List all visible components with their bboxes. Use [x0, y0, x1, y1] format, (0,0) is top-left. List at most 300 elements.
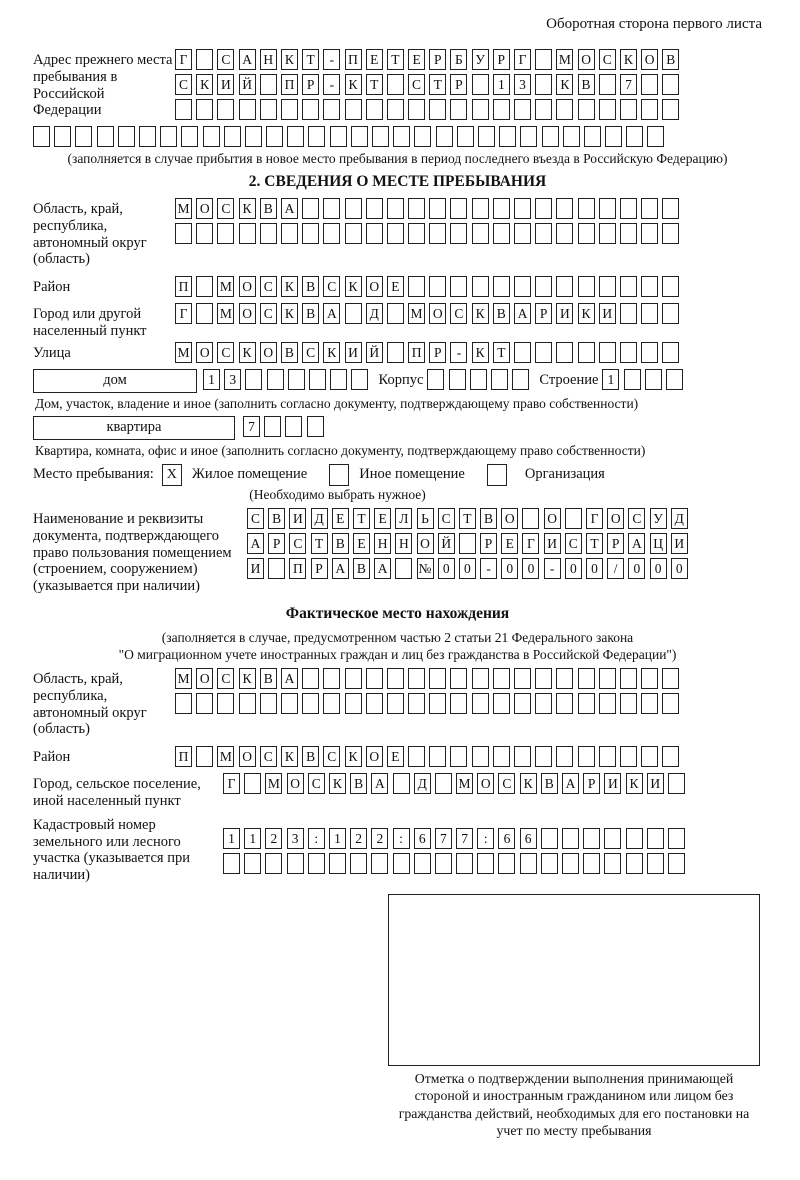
- form-cell[interactable]: [535, 276, 552, 297]
- form-cell[interactable]: О: [417, 533, 434, 554]
- form-cell[interactable]: [599, 746, 616, 767]
- form-cell[interactable]: [578, 223, 595, 244]
- form-cell[interactable]: А: [332, 558, 349, 579]
- form-cell[interactable]: 0: [628, 558, 645, 579]
- form-cell[interactable]: К: [620, 49, 637, 70]
- form-cell[interactable]: [196, 693, 213, 714]
- form-cell[interactable]: С: [260, 746, 277, 767]
- form-cell[interactable]: [472, 99, 489, 120]
- form-cell[interactable]: Н: [395, 533, 412, 554]
- form-cell[interactable]: О: [544, 508, 561, 529]
- form-cell[interactable]: [535, 746, 552, 767]
- form-cell[interactable]: 1: [223, 828, 240, 849]
- form-cell[interactable]: [514, 276, 531, 297]
- form-cell[interactable]: [599, 198, 616, 219]
- form-cell[interactable]: [265, 853, 282, 874]
- form-cell[interactable]: [662, 746, 679, 767]
- form-cell[interactable]: [662, 198, 679, 219]
- form-cell[interactable]: [181, 126, 198, 147]
- form-cell[interactable]: [556, 276, 573, 297]
- form-cell[interactable]: [535, 342, 552, 363]
- form-cell[interactable]: [345, 223, 362, 244]
- form-cell[interactable]: [323, 668, 340, 689]
- form-cell[interactable]: И: [647, 773, 664, 794]
- form-cell[interactable]: [662, 74, 679, 95]
- form-cell[interactable]: [323, 198, 340, 219]
- form-cell[interactable]: [244, 853, 261, 874]
- form-cell[interactable]: №: [417, 558, 434, 579]
- form-cell[interactable]: [641, 342, 658, 363]
- form-cell[interactable]: [287, 853, 304, 874]
- form-cell[interactable]: [472, 668, 489, 689]
- form-cell[interactable]: И: [599, 303, 616, 324]
- form-cell[interactable]: [493, 693, 510, 714]
- form-cell[interactable]: Г: [522, 533, 539, 554]
- form-cell[interactable]: [175, 223, 192, 244]
- form-cell[interactable]: [620, 99, 637, 120]
- form-cell[interactable]: [366, 668, 383, 689]
- form-cell[interactable]: В: [480, 508, 497, 529]
- form-cell[interactable]: [350, 853, 367, 874]
- form-cell[interactable]: [224, 126, 241, 147]
- form-cell[interactable]: 0: [522, 558, 539, 579]
- form-cell[interactable]: К: [323, 342, 340, 363]
- form-cell[interactable]: О: [287, 773, 304, 794]
- form-cell[interactable]: [267, 369, 284, 390]
- form-cell[interactable]: [578, 342, 595, 363]
- form-cell[interactable]: 0: [438, 558, 455, 579]
- form-cell[interactable]: [578, 693, 595, 714]
- form-cell[interactable]: [556, 746, 573, 767]
- form-cell[interactable]: [408, 276, 425, 297]
- form-cell[interactable]: [395, 558, 412, 579]
- form-cell[interactable]: Е: [408, 49, 425, 70]
- form-cell[interactable]: [662, 276, 679, 297]
- form-cell[interactable]: А: [371, 773, 388, 794]
- form-cell[interactable]: [160, 126, 177, 147]
- form-cell[interactable]: [302, 223, 319, 244]
- form-cell[interactable]: [599, 668, 616, 689]
- form-cell[interactable]: [493, 99, 510, 120]
- form-cell[interactable]: [429, 668, 446, 689]
- form-cell[interactable]: Р: [429, 342, 446, 363]
- form-cell[interactable]: [351, 369, 368, 390]
- form-cell[interactable]: 7: [243, 416, 260, 437]
- form-cell[interactable]: П: [175, 276, 192, 297]
- form-cell[interactable]: Й: [438, 533, 455, 554]
- form-cell[interactable]: О: [501, 508, 518, 529]
- form-cell[interactable]: 3: [514, 74, 531, 95]
- form-cell[interactable]: [450, 693, 467, 714]
- form-cell[interactable]: С: [217, 198, 234, 219]
- form-cell[interactable]: [302, 668, 319, 689]
- form-cell[interactable]: [605, 126, 622, 147]
- form-cell[interactable]: Е: [374, 508, 391, 529]
- form-cell[interactable]: К: [281, 276, 298, 297]
- form-cell[interactable]: [387, 99, 404, 120]
- form-cell[interactable]: [457, 126, 474, 147]
- form-cell[interactable]: С: [247, 508, 264, 529]
- form-cell[interactable]: [196, 303, 213, 324]
- form-cell[interactable]: В: [260, 198, 277, 219]
- form-cell[interactable]: [408, 668, 425, 689]
- form-cell[interactable]: С: [175, 74, 192, 95]
- form-cell[interactable]: [268, 558, 285, 579]
- form-cell[interactable]: [620, 198, 637, 219]
- form-cell[interactable]: [345, 303, 362, 324]
- form-cell[interactable]: [75, 126, 92, 147]
- form-cell[interactable]: [175, 693, 192, 714]
- form-cell[interactable]: [470, 369, 487, 390]
- form-cell[interactable]: [323, 693, 340, 714]
- form-cell[interactable]: В: [350, 773, 367, 794]
- form-cell[interactable]: Е: [387, 746, 404, 767]
- form-cell[interactable]: В: [662, 49, 679, 70]
- form-cell[interactable]: [556, 223, 573, 244]
- confirmation-mark-box[interactable]: [388, 894, 760, 1066]
- form-cell[interactable]: [414, 853, 431, 874]
- form-cell[interactable]: С: [498, 773, 515, 794]
- form-cell[interactable]: [366, 693, 383, 714]
- form-cell[interactable]: И: [345, 342, 362, 363]
- form-cell[interactable]: 1: [493, 74, 510, 95]
- form-cell[interactable]: [624, 369, 641, 390]
- form-cell[interactable]: Е: [387, 276, 404, 297]
- form-cell[interactable]: [535, 223, 552, 244]
- form-cell[interactable]: О: [366, 746, 383, 767]
- form-cell[interactable]: [429, 276, 446, 297]
- form-cell[interactable]: [429, 198, 446, 219]
- form-cell[interactable]: [330, 369, 347, 390]
- form-cell[interactable]: [541, 828, 558, 849]
- form-cell[interactable]: О: [196, 668, 213, 689]
- form-cell[interactable]: -: [480, 558, 497, 579]
- form-cell[interactable]: А: [239, 49, 256, 70]
- form-cell[interactable]: Р: [429, 49, 446, 70]
- form-cell[interactable]: [366, 223, 383, 244]
- form-cell[interactable]: [387, 303, 404, 324]
- form-cell[interactable]: М: [217, 276, 234, 297]
- form-cell[interactable]: Е: [332, 508, 349, 529]
- form-cell[interactable]: К: [239, 342, 256, 363]
- form-cell[interactable]: В: [302, 276, 319, 297]
- form-cell[interactable]: [323, 99, 340, 120]
- form-cell[interactable]: [97, 126, 114, 147]
- form-cell[interactable]: [562, 853, 579, 874]
- form-cell[interactable]: У: [650, 508, 667, 529]
- form-cell[interactable]: [583, 828, 600, 849]
- form-cell[interactable]: М: [556, 49, 573, 70]
- form-cell[interactable]: -: [544, 558, 561, 579]
- form-cell[interactable]: [459, 533, 476, 554]
- form-cell[interactable]: [578, 746, 595, 767]
- form-cell[interactable]: П: [345, 49, 362, 70]
- form-cell[interactable]: 3: [224, 369, 241, 390]
- form-cell[interactable]: Т: [493, 342, 510, 363]
- form-cell[interactable]: Т: [387, 49, 404, 70]
- form-cell[interactable]: 0: [650, 558, 667, 579]
- form-cell[interactable]: [556, 99, 573, 120]
- form-cell[interactable]: [620, 693, 637, 714]
- form-cell[interactable]: [239, 99, 256, 120]
- form-cell[interactable]: О: [477, 773, 494, 794]
- form-cell[interactable]: [556, 693, 573, 714]
- form-cell[interactable]: Н: [374, 533, 391, 554]
- form-cell[interactable]: [239, 223, 256, 244]
- form-cell[interactable]: 7: [435, 828, 452, 849]
- form-cell[interactable]: [578, 276, 595, 297]
- form-cell[interactable]: [427, 369, 444, 390]
- form-cell[interactable]: [281, 223, 298, 244]
- form-cell[interactable]: [668, 773, 685, 794]
- form-cell[interactable]: [641, 276, 658, 297]
- form-cell[interactable]: [647, 853, 664, 874]
- form-cell[interactable]: К: [281, 746, 298, 767]
- form-cell[interactable]: [599, 223, 616, 244]
- form-cell[interactable]: В: [260, 668, 277, 689]
- form-cell[interactable]: [563, 126, 580, 147]
- form-cell[interactable]: С: [628, 508, 645, 529]
- form-cell[interactable]: [514, 198, 531, 219]
- form-cell[interactable]: Г: [223, 773, 240, 794]
- form-cell[interactable]: [520, 853, 537, 874]
- form-cell[interactable]: Т: [311, 533, 328, 554]
- form-cell[interactable]: [244, 773, 261, 794]
- form-cell[interactable]: С: [438, 508, 455, 529]
- form-cell[interactable]: Е: [353, 533, 370, 554]
- form-cell[interactable]: [429, 99, 446, 120]
- form-cell[interactable]: О: [607, 508, 624, 529]
- form-cell[interactable]: [641, 303, 658, 324]
- form-cell[interactable]: В: [541, 773, 558, 794]
- form-cell[interactable]: В: [302, 746, 319, 767]
- form-cell[interactable]: К: [239, 668, 256, 689]
- form-cell[interactable]: Н: [260, 49, 277, 70]
- form-cell[interactable]: К: [578, 303, 595, 324]
- form-cell[interactable]: К: [626, 773, 643, 794]
- form-cell[interactable]: [429, 693, 446, 714]
- form-cell[interactable]: К: [345, 74, 362, 95]
- form-cell[interactable]: [217, 99, 234, 120]
- form-cell[interactable]: [493, 223, 510, 244]
- form-cell[interactable]: [288, 369, 305, 390]
- form-cell[interactable]: [260, 693, 277, 714]
- form-cell[interactable]: [450, 223, 467, 244]
- form-cell[interactable]: А: [281, 198, 298, 219]
- form-cell[interactable]: [512, 369, 529, 390]
- form-cell[interactable]: [535, 668, 552, 689]
- form-cell[interactable]: Р: [607, 533, 624, 554]
- form-cell[interactable]: [620, 276, 637, 297]
- form-cell[interactable]: [514, 99, 531, 120]
- form-cell[interactable]: [535, 198, 552, 219]
- form-cell[interactable]: [217, 693, 234, 714]
- form-cell[interactable]: Д: [671, 508, 688, 529]
- form-cell[interactable]: И: [289, 508, 306, 529]
- form-cell[interactable]: [641, 198, 658, 219]
- form-cell[interactable]: М: [217, 746, 234, 767]
- form-cell[interactable]: [541, 853, 558, 874]
- form-cell[interactable]: А: [247, 533, 264, 554]
- form-cell[interactable]: С: [217, 342, 234, 363]
- form-cell[interactable]: К: [556, 74, 573, 95]
- form-cell[interactable]: [345, 668, 362, 689]
- form-cell[interactable]: Д: [366, 303, 383, 324]
- form-cell[interactable]: [408, 693, 425, 714]
- form-cell[interactable]: [599, 99, 616, 120]
- form-cell[interactable]: [641, 99, 658, 120]
- form-cell[interactable]: [578, 668, 595, 689]
- form-cell[interactable]: К: [520, 773, 537, 794]
- form-cell[interactable]: [309, 369, 326, 390]
- form-cell[interactable]: Р: [480, 533, 497, 554]
- form-cell[interactable]: [196, 276, 213, 297]
- form-cell[interactable]: [351, 126, 368, 147]
- form-cell[interactable]: [387, 198, 404, 219]
- form-cell[interactable]: [662, 342, 679, 363]
- form-cell[interactable]: Т: [302, 49, 319, 70]
- form-cell[interactable]: В: [353, 558, 370, 579]
- form-cell[interactable]: [520, 126, 537, 147]
- form-cell[interactable]: [472, 223, 489, 244]
- form-cell[interactable]: С: [323, 276, 340, 297]
- form-cell[interactable]: [260, 223, 277, 244]
- form-cell[interactable]: [429, 746, 446, 767]
- form-cell[interactable]: [260, 74, 277, 95]
- form-cell[interactable]: М: [456, 773, 473, 794]
- form-cell[interactable]: Т: [353, 508, 370, 529]
- form-cell[interactable]: [472, 74, 489, 95]
- form-cell[interactable]: [387, 223, 404, 244]
- form-cell[interactable]: 1: [203, 369, 220, 390]
- form-cell[interactable]: /: [607, 558, 624, 579]
- form-cell[interactable]: К: [281, 303, 298, 324]
- form-cell[interactable]: С: [599, 49, 616, 70]
- form-cell[interactable]: О: [196, 198, 213, 219]
- form-cell[interactable]: 0: [501, 558, 518, 579]
- form-cell[interactable]: :: [308, 828, 325, 849]
- form-cell[interactable]: 6: [498, 828, 515, 849]
- form-cell[interactable]: С: [217, 49, 234, 70]
- form-cell[interactable]: О: [366, 276, 383, 297]
- form-cell[interactable]: М: [265, 773, 282, 794]
- form-cell[interactable]: [662, 99, 679, 120]
- form-cell[interactable]: Р: [302, 74, 319, 95]
- form-cell[interactable]: [662, 223, 679, 244]
- form-cell[interactable]: [620, 668, 637, 689]
- form-cell[interactable]: [345, 693, 362, 714]
- form-cell[interactable]: А: [562, 773, 579, 794]
- form-cell[interactable]: 3: [287, 828, 304, 849]
- form-cell[interactable]: К: [472, 342, 489, 363]
- form-cell[interactable]: 0: [671, 558, 688, 579]
- form-cell[interactable]: [393, 126, 410, 147]
- form-cell[interactable]: 7: [620, 74, 637, 95]
- form-cell[interactable]: [626, 126, 643, 147]
- form-cell[interactable]: П: [408, 342, 425, 363]
- form-cell[interactable]: [578, 198, 595, 219]
- form-cell[interactable]: [323, 223, 340, 244]
- form-cell[interactable]: [456, 853, 473, 874]
- form-cell[interactable]: [245, 126, 262, 147]
- form-cell[interactable]: [281, 693, 298, 714]
- form-cell[interactable]: А: [374, 558, 391, 579]
- form-cell[interactable]: С: [217, 668, 234, 689]
- form-cell[interactable]: [450, 99, 467, 120]
- form-cell[interactable]: [542, 126, 559, 147]
- form-cell[interactable]: [436, 126, 453, 147]
- form-cell[interactable]: [435, 853, 452, 874]
- form-cell[interactable]: [302, 99, 319, 120]
- form-cell[interactable]: О: [578, 49, 595, 70]
- form-cell[interactable]: [478, 126, 495, 147]
- form-cell[interactable]: [514, 668, 531, 689]
- form-cell[interactable]: [450, 276, 467, 297]
- form-cell[interactable]: Й: [366, 342, 383, 363]
- form-cell[interactable]: С: [260, 276, 277, 297]
- form-cell[interactable]: [584, 126, 601, 147]
- form-cell[interactable]: 2: [265, 828, 282, 849]
- form-cell[interactable]: [641, 668, 658, 689]
- form-cell[interactable]: [493, 198, 510, 219]
- form-cell[interactable]: [641, 223, 658, 244]
- form-cell[interactable]: [281, 99, 298, 120]
- form-cell[interactable]: [408, 746, 425, 767]
- form-cell[interactable]: [408, 223, 425, 244]
- form-cell[interactable]: 6: [414, 828, 431, 849]
- form-cell[interactable]: Б: [450, 49, 467, 70]
- form-cell[interactable]: [498, 853, 515, 874]
- form-cell[interactable]: [535, 693, 552, 714]
- form-cell[interactable]: [139, 126, 156, 147]
- form-cell[interactable]: [387, 693, 404, 714]
- form-cell[interactable]: Г: [175, 303, 192, 324]
- form-cell[interactable]: 0: [459, 558, 476, 579]
- form-cell[interactable]: С: [289, 533, 306, 554]
- form-cell[interactable]: [366, 198, 383, 219]
- form-cell[interactable]: Т: [586, 533, 603, 554]
- form-cell[interactable]: И: [217, 74, 234, 95]
- form-cell[interactable]: Г: [586, 508, 603, 529]
- form-cell[interactable]: [408, 198, 425, 219]
- form-cell[interactable]: [429, 223, 446, 244]
- form-cell[interactable]: [308, 853, 325, 874]
- form-cell[interactable]: [408, 99, 425, 120]
- form-cell[interactable]: С: [308, 773, 325, 794]
- form-cell[interactable]: М: [175, 198, 192, 219]
- form-cell[interactable]: [493, 668, 510, 689]
- form-cell[interactable]: [449, 369, 466, 390]
- form-cell[interactable]: [499, 126, 516, 147]
- form-cell[interactable]: [285, 416, 302, 437]
- form-cell[interactable]: [647, 126, 664, 147]
- form-cell[interactable]: [287, 126, 304, 147]
- form-cell[interactable]: В: [268, 508, 285, 529]
- form-cell[interactable]: [662, 693, 679, 714]
- form-cell[interactable]: В: [332, 533, 349, 554]
- form-cell[interactable]: [387, 74, 404, 95]
- form-cell[interactable]: 6: [520, 828, 537, 849]
- form-cell[interactable]: 1: [602, 369, 619, 390]
- form-cell[interactable]: [450, 668, 467, 689]
- form-cell[interactable]: 2: [371, 828, 388, 849]
- form-cell[interactable]: [620, 303, 637, 324]
- form-cell[interactable]: А: [628, 533, 645, 554]
- form-cell[interactable]: [329, 853, 346, 874]
- form-cell[interactable]: М: [217, 303, 234, 324]
- form-cell[interactable]: [604, 853, 621, 874]
- form-cell[interactable]: [662, 668, 679, 689]
